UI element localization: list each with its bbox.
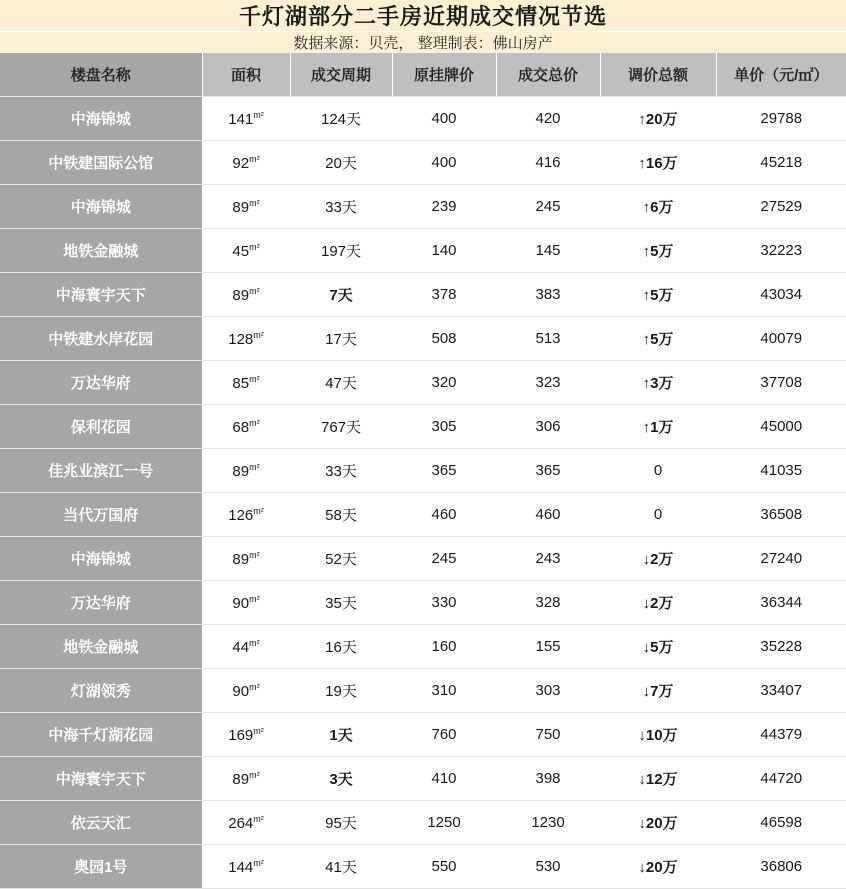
cell-price-adjustment: 0 [600,493,716,537]
cell-deal-price: 306 [496,405,600,449]
area-unit: m² [249,593,260,604]
cell-list-price: 508 [392,317,496,361]
table-row [0,845,846,889]
cell-unit-price: 43034 [716,273,846,317]
cell-property-name: 万达华府 [0,581,202,625]
title-bar [0,0,846,32]
table-row [0,669,846,713]
cell-list-price: 239 [392,185,496,229]
cell-deal-cycle: 1天 [290,713,392,757]
cell-price-adjustment: ↑16万 [600,141,716,185]
area-value: 264 [228,814,254,832]
table-row [0,185,846,229]
cell-unit-price: 36344 [716,581,846,625]
column-header-deal-price: 成交总价 [496,53,600,97]
cell-deal-price: 420 [496,97,600,141]
cell-price-adjustment: ↑5万 [600,229,716,273]
cell-deal-cycle: 20天 [290,141,392,185]
table-row [0,801,846,845]
column-header-unit-price: 单价（元/㎡） [716,53,846,97]
area-value: 45 [232,242,250,260]
area-value: 144 [228,858,254,876]
cell-price-adjustment: ↑1万 [600,405,716,449]
cell-deal-cycle: 95天 [290,801,392,845]
cell-list-price: 378 [392,273,496,317]
cell-area [202,669,290,713]
cell-list-price: 400 [392,141,496,185]
cell-area [202,801,290,845]
cell-deal-price: 245 [496,185,600,229]
area-value: 141 [228,110,254,128]
cell-price-adjustment: ↓10万 [600,713,716,757]
cell-list-price: 365 [392,449,496,493]
table-row [0,405,846,449]
cell-list-price: 330 [392,581,496,625]
cell-property-name: 地铁金融城 [0,625,202,669]
cell-deal-cycle: 58天 [290,493,392,537]
cell-list-price: 160 [392,625,496,669]
area-value: 89 [232,462,250,480]
column-header-name: 楼盘名称 [0,53,202,97]
area-unit: m² [249,197,260,208]
cell-deal-price: 383 [496,273,600,317]
area-unit: m² [253,857,264,868]
area-unit: m² [249,769,260,780]
area-unit: m² [249,153,260,164]
cell-unit-price: 33407 [716,669,846,713]
cell-deal-price: 416 [496,141,600,185]
cell-deal-price: 145 [496,229,600,273]
cell-area [202,141,290,185]
area-value: 128 [228,330,254,348]
cell-list-price: 305 [392,405,496,449]
cell-price-adjustment: ↑6万 [600,185,716,229]
cell-price-adjustment: ↑5万 [600,273,716,317]
area-unit: m² [253,813,264,824]
cell-price-adjustment: ↓2万 [600,537,716,581]
cell-property-name: 当代万国府 [0,493,202,537]
cell-price-adjustment: ↓2万 [600,581,716,625]
cell-deal-price: 750 [496,713,600,757]
cell-unit-price: 32223 [716,229,846,273]
area-unit: m² [249,637,260,648]
cell-deal-cycle: 52天 [290,537,392,581]
cell-area [202,581,290,625]
area-value: 126 [228,506,254,524]
area-unit: m² [249,373,260,384]
cell-price-adjustment: ↓5万 [600,625,716,669]
area-value: 44 [232,638,250,656]
cell-deal-price: 243 [496,537,600,581]
cell-deal-cycle: 16天 [290,625,392,669]
cell-list-price: 140 [392,229,496,273]
column-header-adjustment: 调价总额 [600,53,716,97]
cell-unit-price: 44720 [716,757,846,801]
area-unit: m² [253,725,264,736]
cell-area [202,845,290,889]
cell-deal-cycle: 33天 [290,185,392,229]
area-value: 92 [232,154,250,172]
cell-property-name: 地铁金融城 [0,229,202,273]
cell-area [202,273,290,317]
cell-price-adjustment: ↑3万 [600,361,716,405]
cell-price-adjustment: ↓12万 [600,757,716,801]
area-unit: m² [249,417,260,428]
cell-area [202,97,290,141]
cell-deal-price: 1230 [496,801,600,845]
cell-deal-cycle: 124天 [290,97,392,141]
area-value: 89 [232,286,250,304]
cell-deal-cycle: 47天 [290,361,392,405]
area-value: 89 [232,198,250,216]
area-value: 68 [232,418,250,436]
cell-price-adjustment: ↓20万 [600,845,716,889]
cell-property-name: 奥园1号 [0,845,202,889]
table-row [0,97,846,141]
subtitle-bar [0,32,846,53]
cell-unit-price: 45000 [716,405,846,449]
cell-unit-price: 27529 [716,185,846,229]
area-unit: m² [249,461,260,472]
cell-deal-cycle: 197天 [290,229,392,273]
cell-unit-price: 41035 [716,449,846,493]
area-unit: m² [249,681,260,692]
cell-unit-price: 36508 [716,493,846,537]
cell-property-name: 依云天汇 [0,801,202,845]
cell-area [202,361,290,405]
table-header-row [0,53,846,97]
cell-property-name: 中海锦城 [0,537,202,581]
cell-list-price: 400 [392,97,496,141]
data-source-note: 数据来源：贝壳， 整理制表：佛山房产 [293,35,553,52]
cell-area [202,185,290,229]
cell-area [202,405,290,449]
cell-list-price: 245 [392,537,496,581]
cell-area [202,537,290,581]
cell-property-name: 中铁建水岸花园 [0,317,202,361]
area-unit: m² [253,505,264,516]
table-row [0,537,846,581]
cell-price-adjustment: ↓7万 [600,669,716,713]
cell-property-name: 灯湖领秀 [0,669,202,713]
cell-unit-price: 46598 [716,801,846,845]
table-row [0,141,846,185]
table-row [0,757,846,801]
cell-area [202,317,290,361]
cell-area [202,449,290,493]
area-value: 90 [232,594,250,612]
cell-deal-cycle: 17天 [290,317,392,361]
cell-property-name: 保利花园 [0,405,202,449]
table-row [0,493,846,537]
cell-deal-price: 398 [496,757,600,801]
cell-area [202,493,290,537]
cell-unit-price: 27240 [716,537,846,581]
cell-deal-price: 513 [496,317,600,361]
column-header-cycle: 成交周期 [290,53,392,97]
cell-unit-price: 40079 [716,317,846,361]
cell-price-adjustment: ↑20万 [600,97,716,141]
cell-area [202,757,290,801]
cell-unit-price: 29788 [716,97,846,141]
cell-property-name: 佳兆业滨江一号 [0,449,202,493]
cell-list-price: 310 [392,669,496,713]
cell-unit-price: 44379 [716,713,846,757]
cell-deal-price: 328 [496,581,600,625]
table-row [0,317,846,361]
cell-unit-price: 35228 [716,625,846,669]
cell-area [202,625,290,669]
cell-deal-price: 303 [496,669,600,713]
cell-list-price: 550 [392,845,496,889]
cell-property-name: 中海寰宇天下 [0,273,202,317]
cell-price-adjustment: ↓20万 [600,801,716,845]
table-header [0,53,846,97]
table-row [0,581,846,625]
cell-list-price: 320 [392,361,496,405]
cell-deal-price: 155 [496,625,600,669]
cell-deal-price: 460 [496,493,600,537]
cell-area [202,229,290,273]
area-unit: m² [253,329,264,340]
cell-list-price: 410 [392,757,496,801]
cell-deal-cycle: 33天 [290,449,392,493]
cell-list-price: 760 [392,713,496,757]
cell-property-name: 中海锦城 [0,185,202,229]
cell-property-name: 中海锦城 [0,97,202,141]
table-row [0,625,846,669]
area-unit: m² [249,241,260,252]
area-value: 89 [232,550,250,568]
table-row [0,273,846,317]
cell-property-name: 中铁建国际公馆 [0,141,202,185]
cell-property-name: 万达华府 [0,361,202,405]
cell-unit-price: 36806 [716,845,846,889]
cell-price-adjustment: 0 [600,449,716,493]
table-body [0,97,846,889]
table-row [0,361,846,405]
cell-deal-cycle: 19天 [290,669,392,713]
table-row [0,229,846,273]
column-header-list-price: 原挂牌价 [392,53,496,97]
column-header-area: 面积 [202,53,290,97]
area-value: 90 [232,682,250,700]
cell-price-adjustment: ↑5万 [600,317,716,361]
cell-unit-price: 37708 [716,361,846,405]
area-value: 169 [228,726,254,744]
cell-area [202,713,290,757]
cell-deal-cycle: 7天 [290,273,392,317]
area-value: 85 [232,374,250,392]
cell-deal-cycle: 35天 [290,581,392,625]
cell-deal-cycle: 41天 [290,845,392,889]
cell-property-name: 中海寰宇天下 [0,757,202,801]
cell-list-price: 1250 [392,801,496,845]
cell-deal-cycle: 3天 [290,757,392,801]
area-value: 89 [232,770,250,788]
page-title: 千灯湖部分二手房近期成交情况节选 [238,4,607,29]
transactions-table [0,53,846,889]
cell-property-name: 中海千灯湖花园 [0,713,202,757]
table-row [0,449,846,493]
area-unit: m² [249,285,260,296]
cell-list-price: 460 [392,493,496,537]
cell-deal-price: 365 [496,449,600,493]
cell-unit-price: 45218 [716,141,846,185]
table-row [0,713,846,757]
cell-deal-price: 323 [496,361,600,405]
cell-deal-price: 530 [496,845,600,889]
cell-deal-cycle: 767天 [290,405,392,449]
area-unit: m² [249,549,260,560]
area-unit: m² [253,109,264,120]
